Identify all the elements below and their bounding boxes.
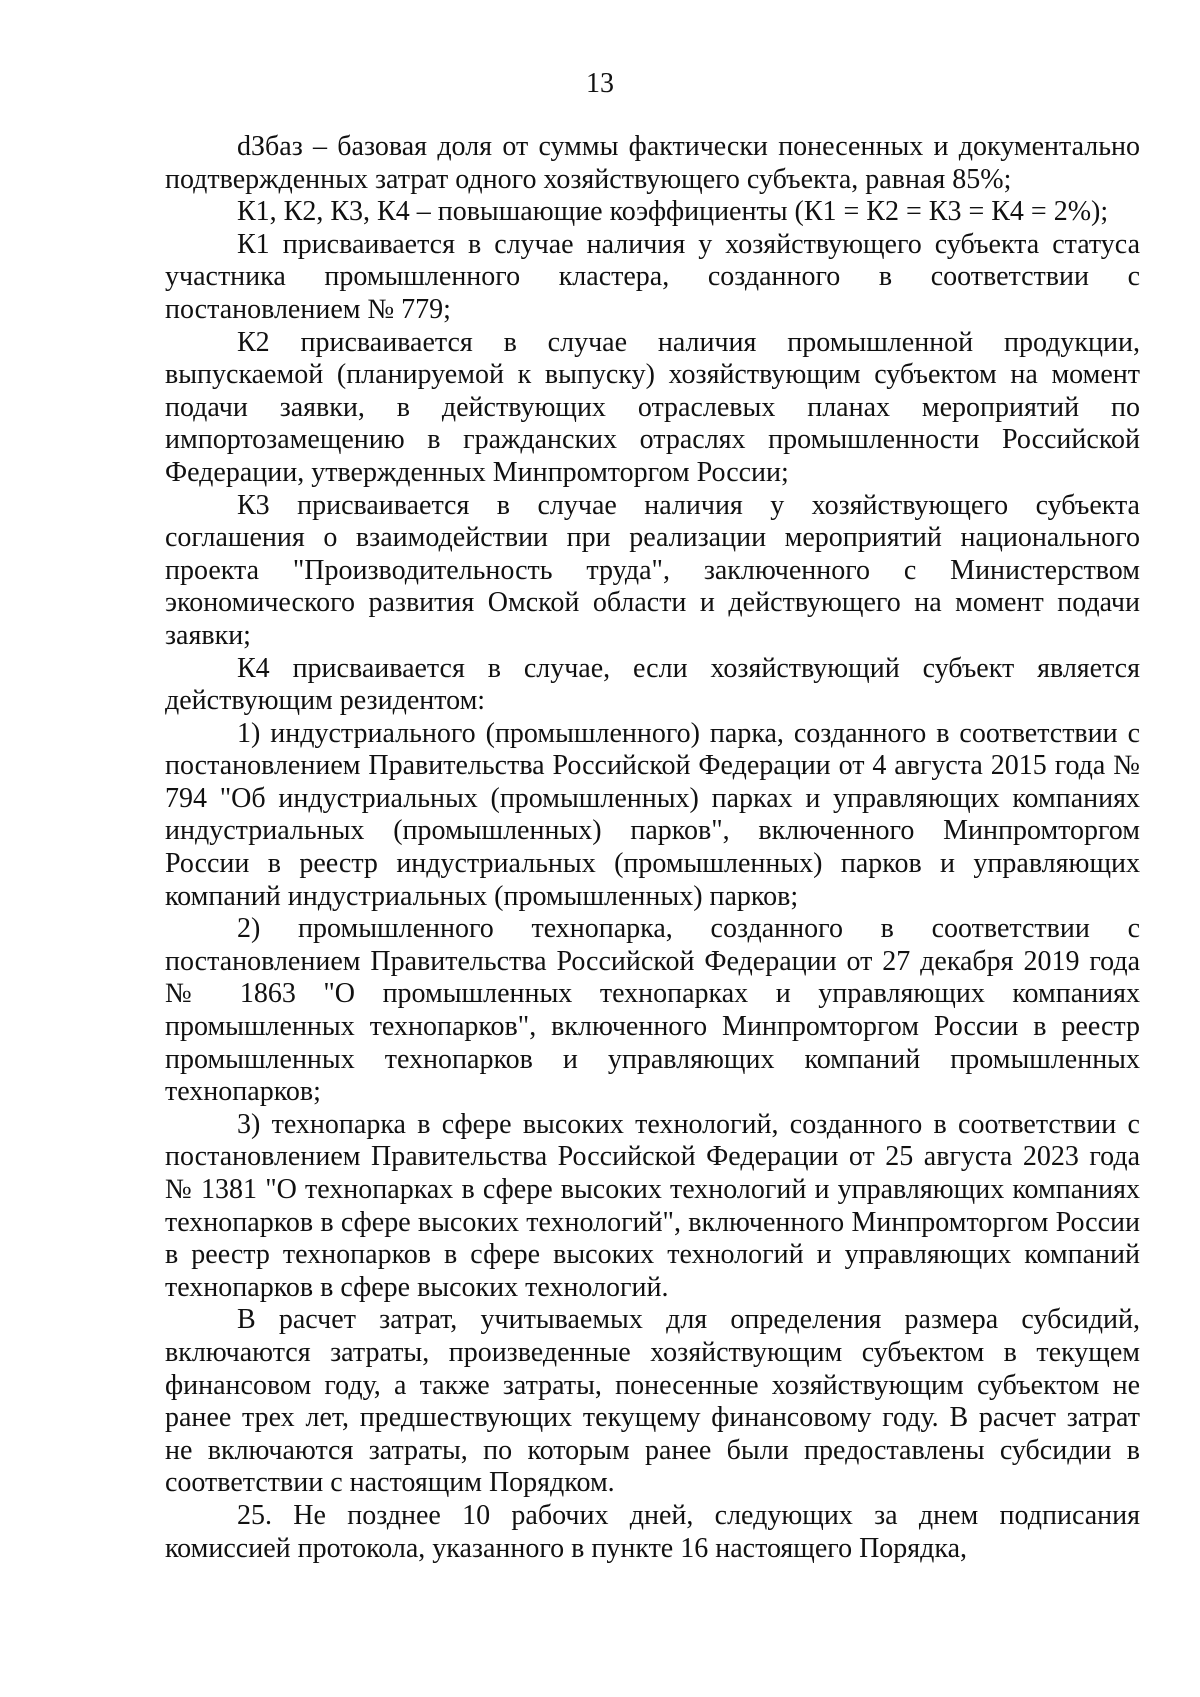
paragraph-cost-calculation: В расчет затрат, учитываемых для определения размера субсидий, включаются затраты, произведенные хозяйствующим субъектом в текущем финансовом году, а также затраты, понесенные хозяйствующим субъектом не ранее трех лет, предшествующих текущему финансовому году. В расчет затрат не включаются затраты, по которым ранее были предоставлены субсидии в соответствии с настоящим Порядком.: [165, 1304, 1140, 1499]
paragraph-base-share: dЗбаз – базовая доля от суммы фактически понесенных и документально подтвержденных затрат одного хозяйствующего субъекта, равная 85%;: [165, 131, 1140, 195]
document-body: [165, 131, 1140, 1565]
page-number: 13: [586, 68, 614, 99]
paragraph-k1: К1 присваивается в случае наличия у хозяйствующего субъекта статуса участника промышленного кластера, созданного в соответствии с постановлением № 779;: [165, 228, 1140, 325]
paragraph-item-3: 3) технопарка в сфере высоких технологий, созданного в соответствии с постановлением Правительства Российской Федерации от 25 августа 2023 года № 1381 "О технопарках в сфере высоких технологий и управляющих компаниях технопарков в сфере высоких технологий", включенного Минпромторгом России в реестр технопарков в сфере высоких технологий и управляющих компаний технопарков в сфере высоких технологий.: [165, 1108, 1140, 1303]
paragraph-item-2: 2) промышленного технопарка, созданного в соответствии с постановлением Правительства Российской Федерации от 27 декабря 2019 года № 1863 "О промышленных технопарках и управляющих компаниях промышленных технопарков", включенного Минпромторгом России в реестр промышленных технопарков и управляющих компаний промышленных технопарков;: [165, 913, 1140, 1108]
paragraph-coefficients: К1, К2, К3, К4 – повышающие коэффициенты (К1 = К2 = К3 = К4 = 2%);: [237, 196, 1109, 228]
paragraph-k3: К3 присваивается в случае наличия у хозяйствующего субъекта соглашения о взаимодействии при реализации мероприятий национального проекта "Производительность труда", заключенного с Министерством экономического развития Омской области и действующего на момент подачи заявки;: [165, 489, 1140, 651]
paragraph-k4: К4 присваивается в случае, если хозяйствующий субъект является действующим резидентом:: [165, 652, 1140, 717]
paragraph-25: 25. Не позднее 10 рабочих дней, следующих за днем подписания комиссией протокола, указанного в пункте 16 настоящего Порядка,: [165, 1499, 1140, 1564]
paragraph-k2: К2 присваивается в случае наличия промышленной продукции, выпускаемой (планируемой к выпуску) хозяйствующим субъектом на момент подачи заявки, в действующих отраслевых планах мероприятий по импортозамещению в гражданских отраслях промышленности Российской Федерации, утвержденных Минпромторгом России;: [165, 326, 1140, 488]
paragraph-item-1: 1) индустриального (промышленного) парка, созданного в соответствии с постановлением Правительства Российской Федерации от 4 августа 2015 года № 794 "Об индустриальных (промышленных) парках и управляющих компаниях индустриальных (промышленных) парков", включенного Минпромторгом России в реестр индустриальных (промышленных) парков и управляющих компаний индустриальных (промышленных) парков;: [165, 717, 1140, 912]
